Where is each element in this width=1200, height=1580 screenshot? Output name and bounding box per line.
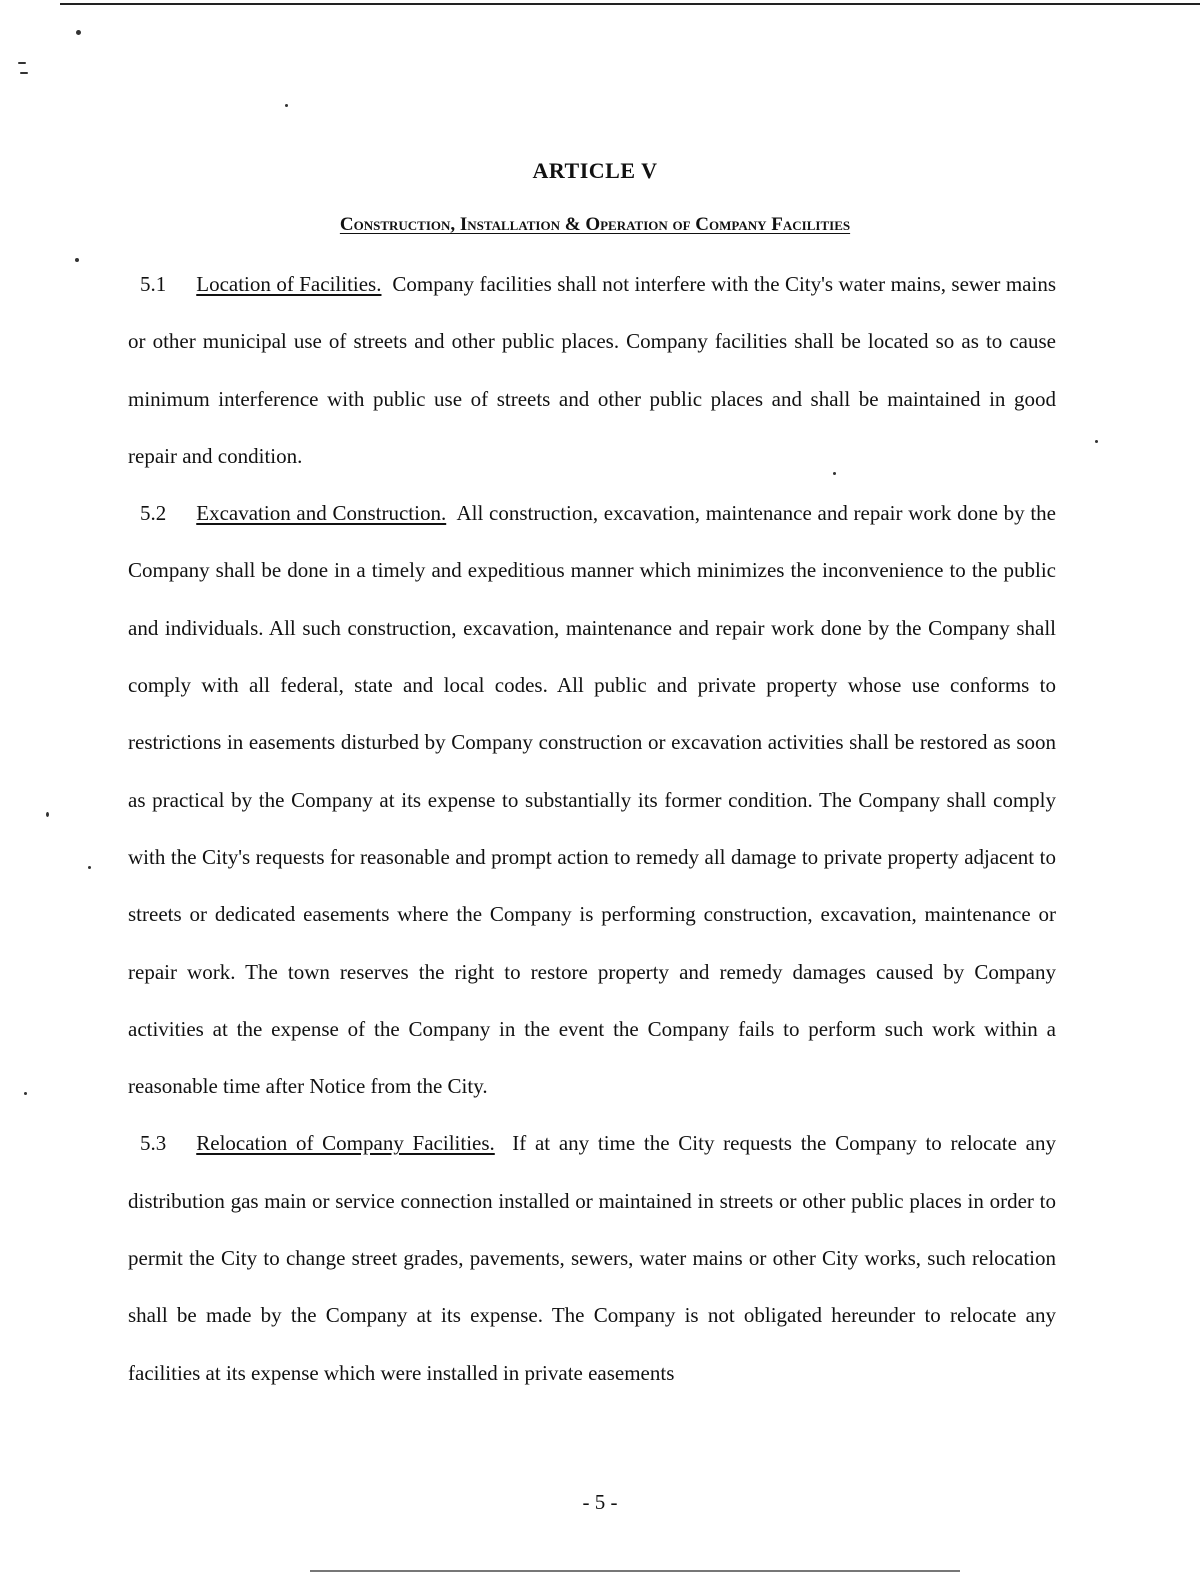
section-title: Relocation of Company Facilities. <box>196 1131 495 1156</box>
page-number: - 5 - <box>582 1490 618 1514</box>
scan-speck <box>20 72 28 74</box>
section-text: Company facilities shall not interfere with the City's water mains, sewer mains or other municipal use of streets and other public places. Company facilities shall be located so as to cause minimum interference with public use of streets and other public places and shall be maintained in good repair and condition. <box>128 272 1056 468</box>
section-text: If at any time the City requests the Company to relocate any distribution gas main or service connection installed or maintained in streets or other public places in order to permit the City to change street grades, pavements, sewers, water mains or other City works, such relocation shall be made by the Company at its expense. The Company is not obligated hereunder to relocate any facilities at its expense which were installed in private easements <box>128 1131 1057 1385</box>
section-number: 5.2 <box>140 501 167 526</box>
scan-edge-line <box>60 3 1200 5</box>
section-number: 5.1 <box>140 272 167 296</box>
scan-speck <box>46 812 49 817</box>
article-heading: Construction, Installation & Operation of Company Facilities <box>339 214 851 235</box>
section-text: All construction, excavation, maintenance and repair work done by the Company shall be done in a timely and expeditious manner which minimizes the inconvenience to the public and individuals. All such construction, excavation, maintenance and repair work done by the Company shall comply with all federal, state and local codes. All public and private property whose use conforms to restrictions in easements disturbed by Company construction or excavation activities shall be restored as soon as practical by the Company at its expense to substantially its former condition. The Company shall comply with the City's requests for reasonable and prompt action to remedy all damage to private property adjacent to streets or dedicated easements where the Company is performing construction, excavation, maintenance or repair work. The town reserves the right to restore property and remedy damages caused by Company activities at the expense of the Company in the event the Company fails to perform such work within a reasonable time after Notice from the City. <box>128 501 1056 1099</box>
section-5-3 <box>128 1115 1056 1401</box>
section-title: Location of Facilities. <box>196 272 382 296</box>
scan-edge-line <box>310 1570 960 1572</box>
section-5-2 <box>128 485 1056 1115</box>
document-body <box>128 256 1056 1402</box>
article-title: ARTICLE V <box>532 158 658 183</box>
scan-speck <box>1095 440 1098 443</box>
scan-speck <box>285 104 288 107</box>
scan-speck <box>18 62 26 64</box>
scan-speck <box>24 1092 27 1095</box>
scan-speck <box>76 30 81 35</box>
section-5-1 <box>128 256 1056 485</box>
scan-speck <box>88 866 91 869</box>
scan-speck <box>75 258 79 262</box>
section-number: 5.3 <box>140 1131 167 1156</box>
section-title: Excavation and Construction. <box>196 501 447 526</box>
